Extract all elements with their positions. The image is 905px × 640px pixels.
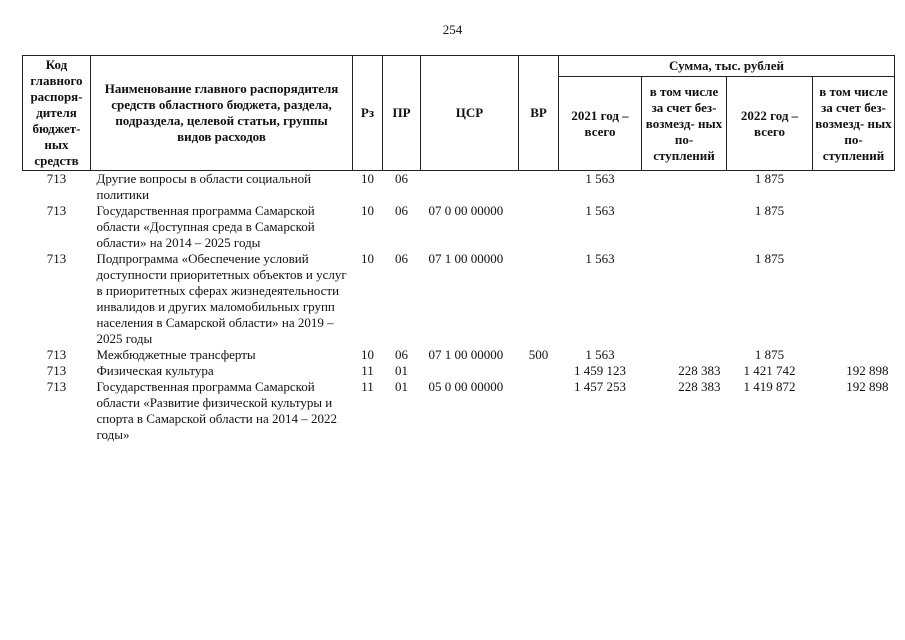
cell-rz: 10 — [361, 203, 374, 218]
cell-pr: 06 — [395, 203, 408, 218]
cell-csr — [421, 363, 519, 379]
cell-name: Подпрограмма «Обеспечение условий доступности приоритетных объектов и услуг в приоритетных сферах жизнедеятельности инвалидов и других маломобильных групп населения в Самарской области» на 2019 – 2025 годы — [96, 251, 347, 346]
cell-grants-2021 — [642, 251, 727, 347]
header-name: Наименование главного распорядителя средств областного бюджета, раздела, подраздела, целевой статьи, группы видов расходов — [91, 56, 353, 171]
cell-pr: 01 — [395, 363, 408, 378]
cell-vr — [519, 363, 559, 379]
table-row — [23, 347, 895, 363]
cell-grants-2022 — [813, 203, 895, 251]
cell-code: 713 — [46, 363, 67, 378]
cell-sum-2022: 1 875 — [754, 203, 785, 218]
page-number: 254 — [442, 22, 463, 37]
cell-pr: 06 — [395, 251, 408, 266]
cell-grants-2022: 192 898 — [846, 379, 889, 394]
cell-sum-2021: 1 563 — [585, 347, 615, 362]
cell-grants-2022 — [813, 347, 895, 363]
cell-name: Государственная программа Самарской области «Доступная среда в Самарской области» на 2014 – 2025 годы — [96, 203, 315, 250]
table-row — [23, 171, 895, 204]
cell-grants-2021 — [642, 347, 727, 363]
cell-code: 713 — [46, 251, 67, 266]
cell-sum-2022: 1 875 — [754, 171, 785, 186]
table-row — [23, 379, 895, 443]
header-vr: ВР — [519, 56, 559, 171]
header-rz: Рз — [353, 56, 383, 171]
cell-sum-2022: 1 419 872 — [743, 379, 796, 394]
cell-csr: 05 0 00 00000 — [428, 379, 504, 394]
cell-grants-2021: 228 383 — [678, 379, 721, 394]
header-2021-total: 2021 год – всего — [559, 77, 642, 171]
cell-rz: 11 — [361, 379, 374, 394]
cell-csr: 07 0 00 00000 — [428, 203, 504, 218]
cell-csr: 07 1 00 00000 — [428, 251, 504, 266]
cell-grants-2021 — [642, 203, 727, 251]
cell-grants-2021: 228 383 — [678, 363, 721, 378]
header-2021-grants: в том числе за счет без- возмезд- ных по- ступлений — [642, 77, 727, 171]
cell-pr: 01 — [395, 379, 408, 394]
table-row — [23, 251, 895, 347]
cell-grants-2022 — [813, 251, 895, 347]
cell-rz: 10 — [361, 347, 374, 362]
cell-code: 713 — [46, 379, 67, 394]
table-body — [23, 171, 895, 444]
cell-name: Межбюджетные трансферты — [96, 347, 256, 362]
cell-vr — [519, 171, 559, 204]
cell-grants-2021 — [642, 171, 727, 204]
header-pr: ПР — [383, 56, 421, 171]
cell-sum-2021: 1 563 — [585, 251, 615, 266]
cell-vr — [519, 379, 559, 443]
cell-sum-2021: 1 563 — [585, 203, 615, 218]
cell-sum-2021: 1 459 123 — [574, 363, 626, 378]
header-2022-total: 2022 год – всего — [727, 77, 813, 171]
cell-name: Государственная программа Самарской области «Развитие физической культуры и спорта в Самарской области на 2014 – 2022 годы» — [96, 379, 337, 442]
cell-name: Физическая культура — [96, 363, 214, 378]
cell-pr: 06 — [395, 347, 408, 362]
cell-vr: 500 — [528, 347, 549, 362]
cell-name: Другие вопросы в области социальной политики — [96, 171, 312, 202]
budget-table — [22, 55, 895, 443]
header-csr: ЦСР — [421, 56, 519, 171]
cell-vr — [519, 203, 559, 251]
cell-rz: 11 — [361, 363, 374, 378]
header-code: Код главного распоря- дителя бюджет- ных средств — [23, 56, 91, 171]
cell-code: 713 — [46, 347, 67, 362]
cell-csr — [421, 171, 519, 204]
cell-csr: 07 1 00 00000 — [428, 347, 504, 362]
cell-sum-2021: 1 457 253 — [574, 379, 626, 394]
cell-rz: 10 — [361, 171, 374, 186]
cell-sum-2022: 1 875 — [754, 347, 785, 362]
cell-sum-2022: 1 421 742 — [743, 363, 796, 378]
table-row — [23, 203, 895, 251]
cell-grants-2022 — [813, 171, 895, 204]
table-header — [23, 56, 895, 171]
cell-rz: 10 — [361, 251, 374, 266]
cell-sum-2022: 1 875 — [754, 251, 785, 266]
cell-vr — [519, 251, 559, 347]
table-row — [23, 363, 895, 379]
header-sum: Сумма, тыс. рублей — [559, 56, 895, 77]
cell-code: 713 — [46, 203, 67, 218]
cell-grants-2022: 192 898 — [846, 363, 889, 378]
cell-sum-2021: 1 563 — [585, 171, 615, 186]
header-2022-grants: в том числе за счет без- возмезд- ных по- ступлений — [813, 77, 895, 171]
cell-code: 713 — [46, 171, 67, 186]
cell-pr: 06 — [395, 171, 408, 186]
